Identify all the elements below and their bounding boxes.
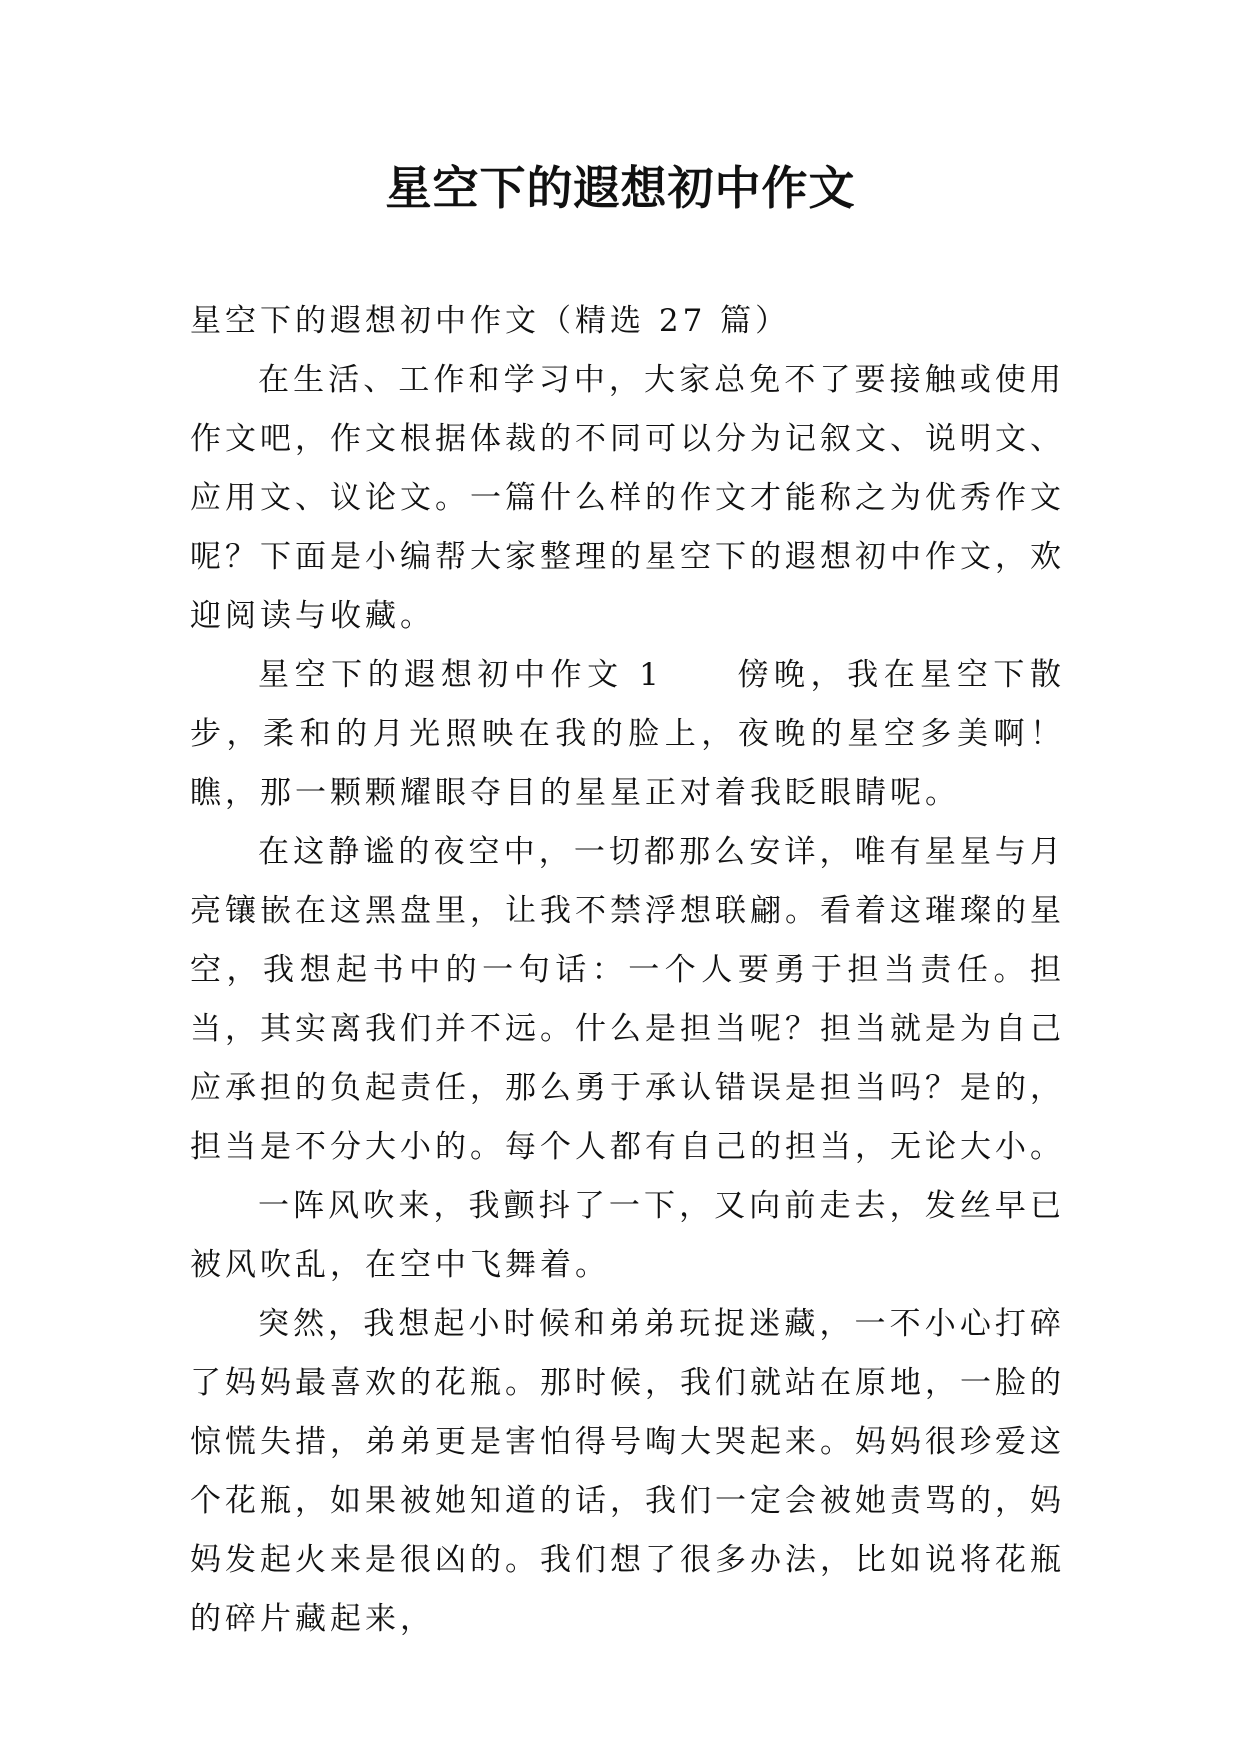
essay-paragraph: 一阵风吹来，我颤抖了一下，又向前走去，发丝早已被风吹乱，在空中飞舞着。	[190, 1188, 1065, 1283]
document-body	[190, 292, 1065, 1649]
document-subtitle: 星空下的遐想初中作文（精选 27 篇）	[190, 303, 791, 339]
intro-paragraph: 在生活、工作和学习中，大家总免不了要接触或使用作文吧，作文根据体裁的不同可以分为记叙文、说明文、应用文、议论文。一篇什么样的作文才能称之为优秀作文呢？下面是小编帮大家整理的星空下的遐想初中作文，欢迎阅读与收藏。	[190, 362, 1065, 634]
essay-paragraph: 突然，我想起小时候和弟弟玩捉迷藏，一不小心打碎了妈妈最喜欢的花瓶。那时候，我们就站在原地，一脸的惊慌失措，弟弟更是害怕得号啕大哭起来。妈妈很珍爱这个花瓶，如果被她知道的话，我们一定会被她责骂的，妈妈发起火来是很凶的。我们想了很多办法，比如说将花瓶的碎片藏起来，	[190, 1306, 1065, 1637]
essay-paragraph: 在这静谧的夜空中，一切都那么安详，唯有星星与月亮镶嵌在这黑盘里，让我不禁浮想联翩。看着这璀璨的星空，我想起书中的一句话：一个人要勇于担当责任。担当，其实离我们并不远。什么是担当呢？担当就是为自己应承担的负起责任，那么勇于承认错误是担当吗？是的，担当是不分大小的。每个人都有自己的担当，无论大小。	[190, 834, 1065, 1165]
essay-paragraph: 星空下的遐想初中作文 1 傍晚，我在星空下散步，柔和的月光照映在我的脸上，夜晚的星空多美啊！瞧，那一颗颗耀眼夺目的星星正对着我眨眼睛呢。	[190, 657, 1065, 811]
document-title: 星空下的遐想初中作文	[385, 161, 856, 215]
